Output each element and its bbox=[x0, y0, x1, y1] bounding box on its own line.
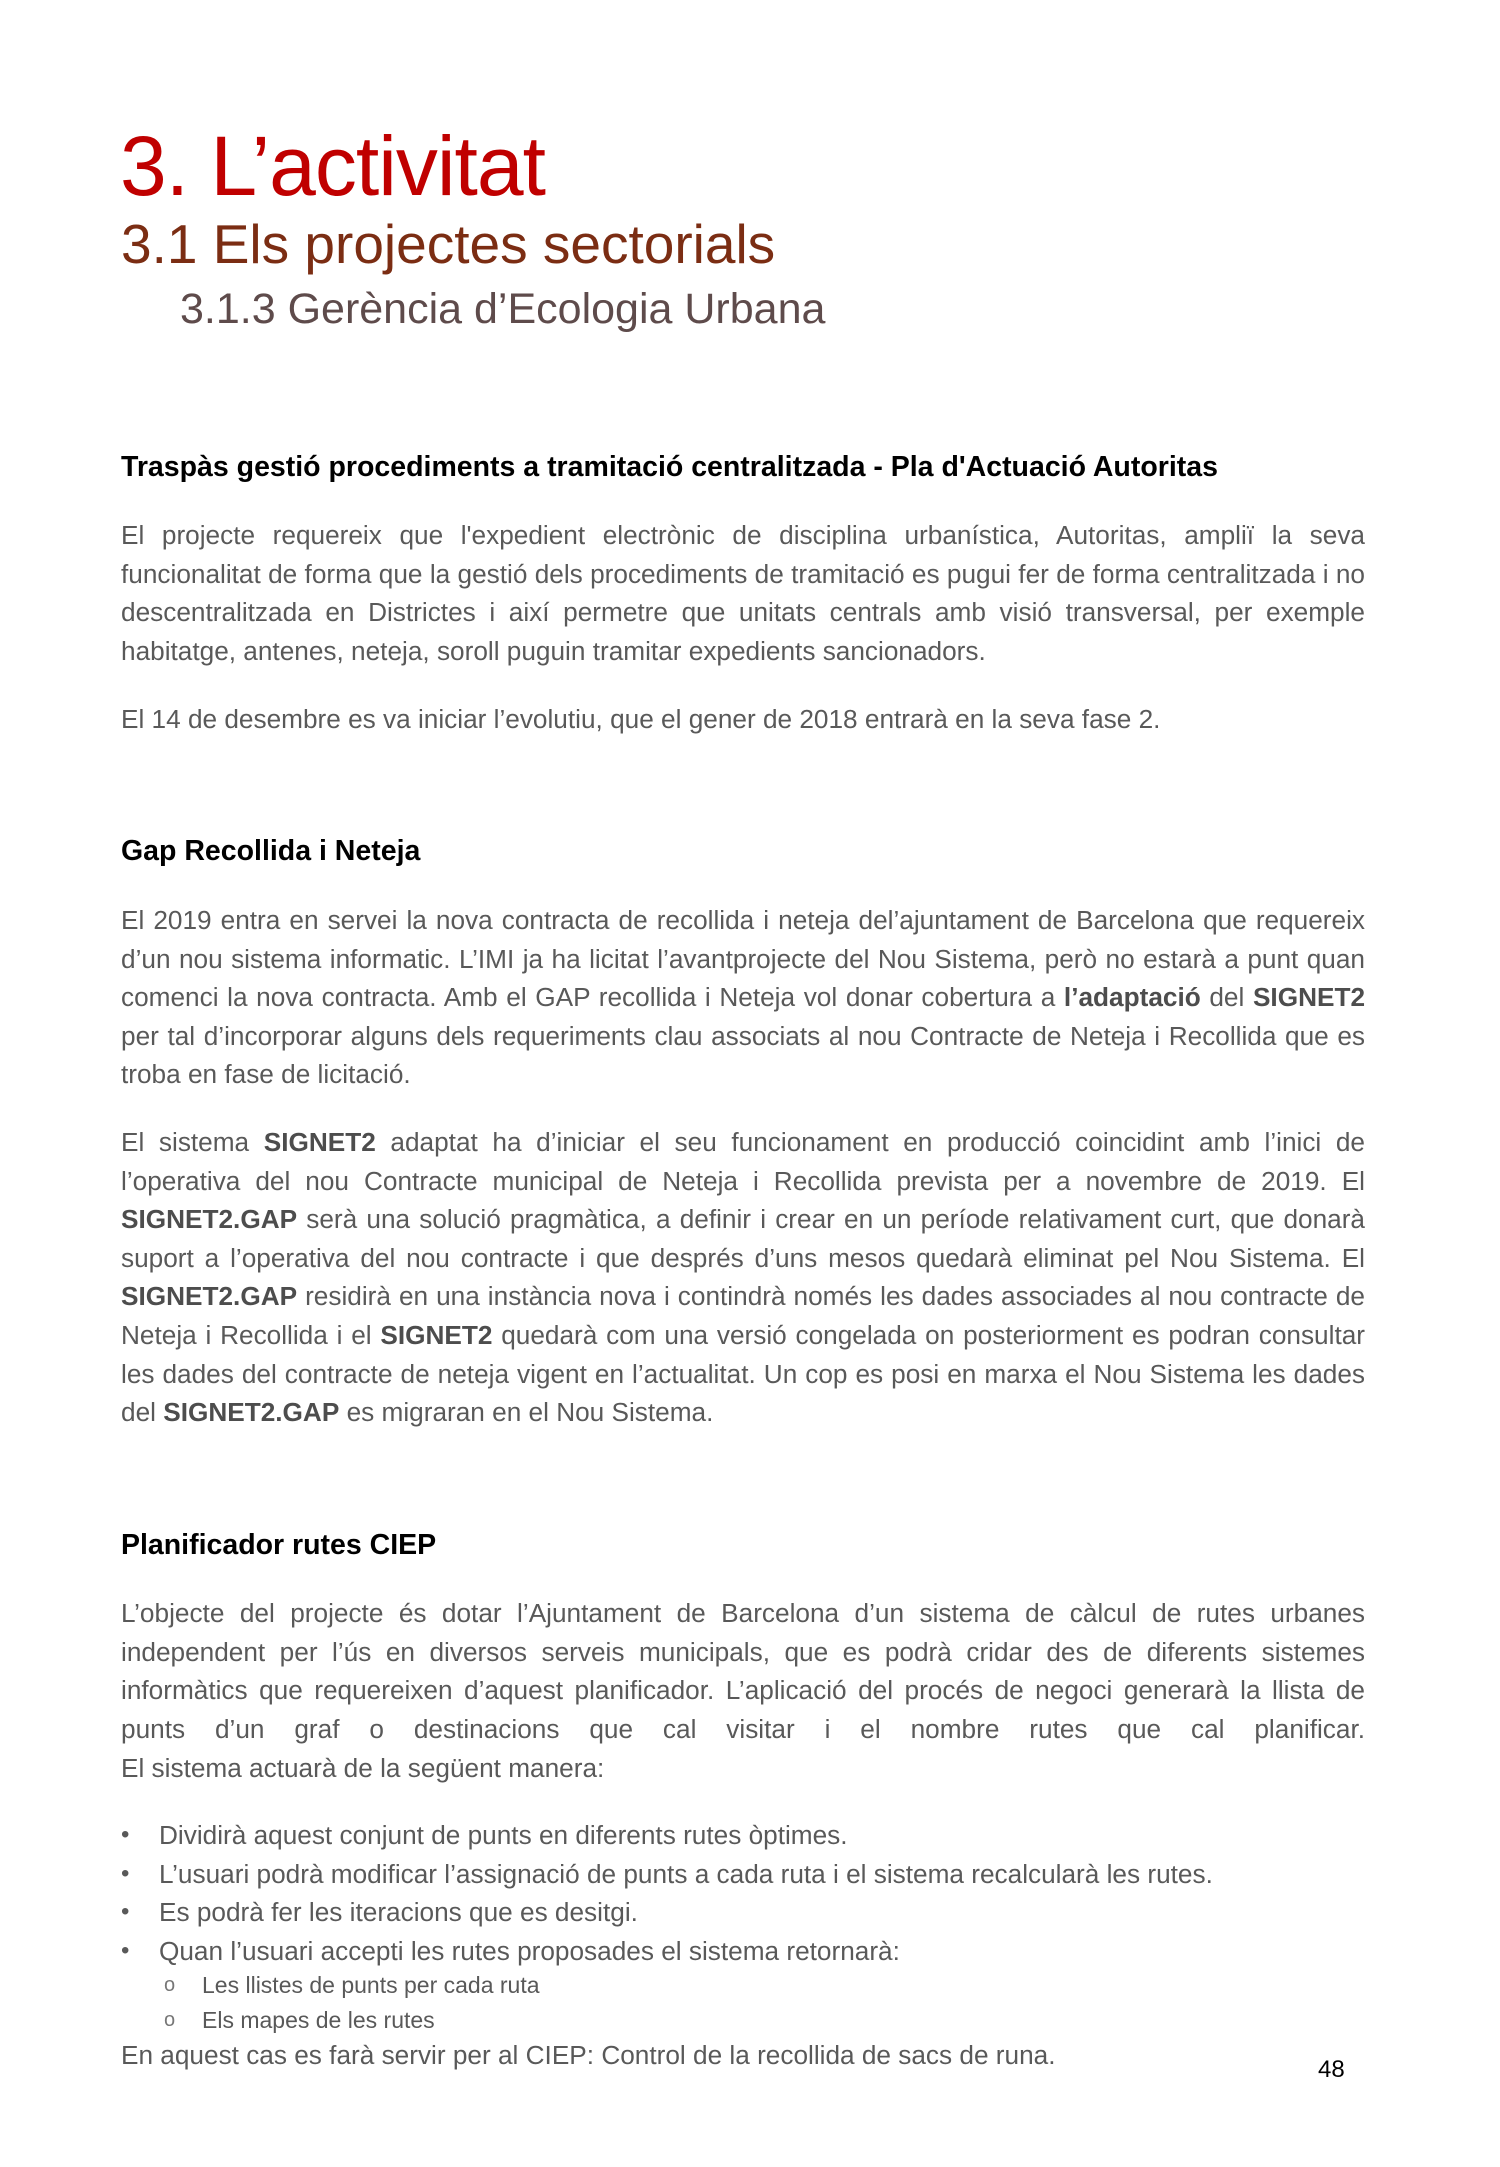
bold-term: l’adaptació bbox=[1063, 982, 1201, 1013]
list-item-text: Els mapes de les rutes bbox=[202, 2007, 435, 2033]
text-run: residirà en una instància nova i contindrà només les dades associades al nou contracte de Neteja i Recollida i el bbox=[121, 1281, 1365, 1350]
bold-term: SIGNET2 bbox=[380, 1319, 493, 1350]
bold-term: SIGNET2.GAP bbox=[121, 1281, 298, 1312]
text-run: serà una solució pragmàtica, a definir i crear en un període relativament curt, que donarà suport a l’operativa del nou contracte i que després d’uns mesos quedarà eliminat pel Nou Sistema. El bbox=[121, 1204, 1365, 1273]
project-paragraph: El projecte requereix que l'expedient electrònic de disciplina urbanística, Autoritas, ampliï la seva funcionalitat de forma que la gestió dels procediments de tramitació es pugui fer de forma centralitzada i no descentralitzada en Districtes i així permetre que unitats centrals amb visió transversal, per exemple habitatge, antenes, neteja, soroll puguin tramitar expedients sancionadors. bbox=[121, 520, 1365, 666]
list-item-text: Dividirà aquest conjunt de punts en diferents rutes òptimes. bbox=[159, 1820, 848, 1850]
project-paragraph bbox=[121, 1123, 1365, 1432]
list-item bbox=[121, 2003, 540, 2038]
closing-paragraph: En aquest cas es farà servir per al CIEP: Control de la recollida de sacs de runa. bbox=[121, 2040, 1056, 2070]
list-item-text: Quan l’usuari accepti les rutes proposades el sistema retornarà: bbox=[159, 1935, 900, 1966]
chapter-heading: 3. L’activitat bbox=[120, 119, 545, 213]
bullet-list bbox=[121, 1816, 1365, 1970]
text-run: El 2019 entra en servei la nova contracta de recollida i neteja del’ajuntament de Barcelona que requereix d’un nou sistema informatic. L’IMI ja ha licitat l’avantprojecte del Nou Sistema, però no estarà a punt quan comenci la nova contracta. Amb el GAP recollida i Neteja vol donar cobertura a bbox=[121, 905, 1365, 1013]
list-item-text: L’usuari podrà modificar l’assignació de punts a cada ruta i el sistema recalcularà les rutes. bbox=[159, 1858, 1213, 1889]
bullet-icon: • bbox=[121, 1936, 130, 1964]
list-item bbox=[121, 1855, 1365, 1894]
text-run: es migraran en el Nou Sistema. bbox=[339, 1397, 714, 1428]
circle-bullet-icon: o bbox=[164, 2009, 176, 2031]
sub-bullet-list bbox=[121, 1968, 540, 2038]
project-paragraph: El sistema actuarà de la següent manera: bbox=[121, 1753, 605, 1783]
bullet-icon: • bbox=[121, 1821, 130, 1848]
project-title-gap-recollida: Gap Recollida i Neteja bbox=[121, 835, 421, 867]
text-run: del bbox=[1200, 982, 1253, 1013]
list-item bbox=[121, 1968, 540, 2003]
text-run: per tal d’incorporar alguns dels requeriments clau associats al nou Contracte de Neteja i Recollida que es troba en fase de licitació. bbox=[121, 1020, 1365, 1090]
bold-term: SIGNET2 bbox=[263, 1127, 376, 1157]
list-item bbox=[121, 1816, 1365, 1855]
bold-term: SIGNET2.GAP bbox=[121, 1204, 298, 1235]
bullet-icon: • bbox=[121, 1859, 130, 1887]
project-paragraph: El 14 de desembre es va iniciar l’evolutiu, que el gener de 2018 entrarà en la seva fase 2. bbox=[121, 704, 1161, 734]
project-paragraph: L’objecte del projecte és dotar l’Ajuntament de Barcelona d’un sistema de càlcul de rutes urbanes independent per l’ús en diversos serveis municipals, que es podrà cridar des de diferents sistemes informàtics que requereixen d’aquest planificador. L’aplicació del procés de negoci generarà la llista de punts d’un graf o destinacions que cal visitar i el nombre rutes que cal planificar. bbox=[121, 1598, 1365, 1744]
subsection-heading: 3.1.3 Gerència d’Ecologia Urbana bbox=[180, 285, 826, 333]
project-paragraph bbox=[121, 901, 1365, 1094]
list-item-text: Les llistes de punts per cada ruta bbox=[202, 1972, 540, 1998]
list-item bbox=[121, 1932, 1365, 1971]
text-run: quedarà com una versió congelada on posteriorment es podran consultar les dades del contracte de neteja vigent en l’actualitat. Un cop es posi en marxa el Nou Sistema les dades del bbox=[121, 1319, 1365, 1428]
project-title-autoritas: Traspàs gestió procediments a tramitació centralitzada - Pla d'Actuació Autoritas bbox=[121, 451, 1218, 483]
text-run: adaptat ha d’iniciar el seu funcionament en producció coincidint amb l’inici de l’operativa del nou Contracte municipal de Neteja i Recollida prevista per a novembre de 2019. El bbox=[121, 1127, 1366, 1196]
page-number: 48 bbox=[1318, 2056, 1345, 2083]
bold-term: SIGNET2.GAP bbox=[163, 1397, 340, 1428]
text-run: El sistema bbox=[121, 1127, 264, 1157]
bullet-icon: • bbox=[121, 1898, 130, 1926]
section-heading: 3.1 Els projectes sectorials bbox=[121, 213, 776, 275]
circle-bullet-icon: o bbox=[164, 1974, 176, 1996]
project-title-planificador-rutes: Planificador rutes CIEP bbox=[121, 1529, 437, 1561]
list-item bbox=[121, 1893, 1365, 1932]
bold-term: SIGNET2 bbox=[1252, 982, 1366, 1013]
list-item-text: Es podrà fer les iteracions que es desitgi. bbox=[159, 1897, 638, 1928]
